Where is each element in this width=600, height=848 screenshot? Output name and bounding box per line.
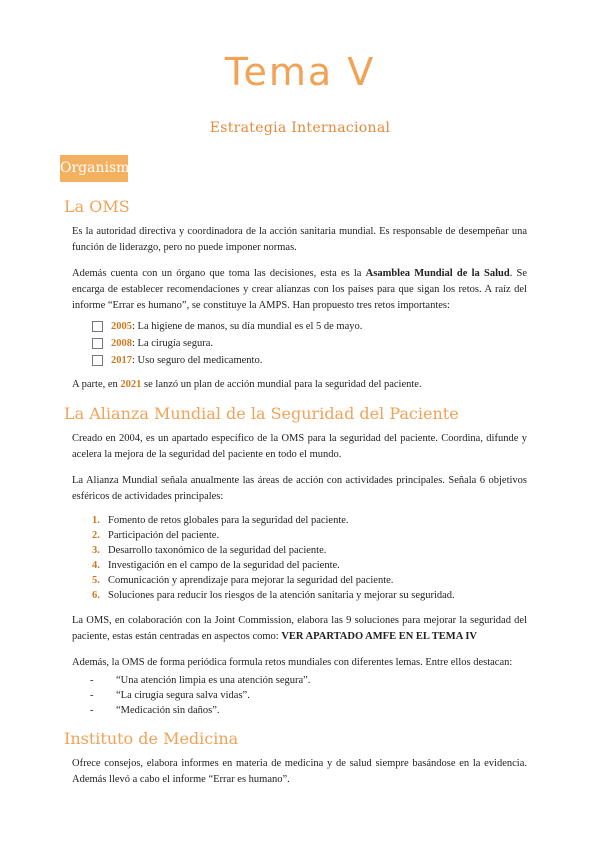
challenge-item: [92, 335, 527, 352]
instituto-paragraph-1: Ofrece consejos, elabora informes en materia de medicina y de salud siempre basándose en la evidencia. Además llevó a cabo el informe “Errar es humano”.: [72, 758, 527, 785]
objective-item: [92, 558, 527, 573]
oms-p3-text-a: A parte, en: [72, 379, 121, 390]
objective-text: Desarrollo taxonómico de la seguridad del paciente.: [108, 545, 327, 556]
heading-instituto: Instituto de Medicina: [64, 729, 239, 748]
challenge-text: : La higiene de manos, su día mundial es el 5 de mayo.: [132, 321, 363, 332]
heading-oms: La OMS: [64, 197, 130, 216]
oms-paragraph-1: Es la autoridad directiva y coordinadora de la acción sanitaria mundial. Es responsable de desempeñar una función de liderazgo, pero no puede imponer normas.: [72, 226, 527, 253]
alianza-paragraph-3: [72, 613, 527, 645]
objectives-list: [72, 513, 527, 603]
dash-bullet-icon: -: [90, 675, 94, 686]
dash-bullet-icon: -: [90, 690, 94, 701]
oms-p2-text-b: . Se encarga de establecer recomendaciones y crear alianzas con los países para que sigan los retos. A raíz del informe “Errar es humano”, se constituye la AMPS. Han propuesto tres retos importantes:: [72, 268, 528, 311]
alianza-p3-text: La OMS, en colaboración con la Joint Commission, elabora las 9 soluciones para mejorar la seguridad del paciente, estas están centradas en aspectos como:: [72, 615, 527, 642]
motto-item: [90, 673, 527, 688]
oms-p2-text-a: Además cuenta con un órgano que toma las decisiones, esta es la: [72, 268, 366, 279]
alianza-paragraph-2: La Alianza Mundial señala anualmente las áreas de acción con actividades principales. Señala 6 objetivos esféricos de actividades principales:: [72, 475, 527, 502]
challenge-item: [92, 318, 527, 335]
challenges-list: [72, 318, 527, 369]
objective-text: Participación del paciente.: [108, 530, 220, 541]
objective-number: 6.: [92, 590, 100, 601]
checkbox-icon: [92, 355, 103, 366]
challenge-year: 2005: [111, 321, 132, 332]
ver-apartado-bold: VER APARTADO AMFE EN EL TEMA IV: [281, 631, 477, 642]
challenge-year: 2017: [111, 355, 132, 366]
alianza-paragraph-4: Además, la OMS de forma periódica formula retos mundiales con diferentes lemas. Entre ellos destacan:: [72, 657, 513, 668]
plan-year: 2021: [120, 379, 142, 390]
heading-alianza: La Alianza Mundial de la Seguridad del Paciente: [64, 404, 459, 423]
challenge-text: : Uso seguro del medicamento.: [132, 355, 263, 366]
oms-paragraph-2: [72, 266, 527, 314]
objective-number: 5.: [92, 575, 100, 586]
motto-item: [90, 688, 527, 703]
checkbox-icon: [92, 321, 103, 332]
objective-text: Soluciones para reducir los riesgos de la atención sanitaria y mejorar su seguridad.: [108, 590, 455, 601]
page-subtitle: Estrategia Internacional: [209, 120, 391, 136]
challenge-year: 2008: [111, 338, 132, 349]
objective-text: Investigación en el campo de la seguridad del paciente.: [108, 560, 340, 571]
objective-item: [92, 528, 527, 543]
objective-item: [92, 543, 527, 558]
objective-number: 2.: [92, 530, 100, 541]
mottos-list: [72, 673, 527, 718]
checkbox-icon: [92, 338, 103, 349]
section-band: [60, 155, 146, 182]
alianza-paragraph-1: Creado en 2004, es un apartado específico de la OMS para la seguridad del paciente. Coordina, difunde y acelera la mejora de la seguridad del paciente en todo el mundo.: [72, 433, 527, 460]
oms-p3-text-b: se lanzó un plan de acción mundial para la seguridad del paciente.: [141, 379, 422, 390]
objective-item: [92, 573, 527, 588]
objective-number: 3.: [92, 545, 100, 556]
objective-number: 4.: [92, 560, 100, 571]
challenge-text: : La cirugía segura.: [132, 338, 214, 349]
objective-item: [92, 588, 527, 603]
objective-number: 1.: [92, 515, 100, 526]
content: [64, 196, 528, 798]
motto-text: “Una atención limpia es una atención segura”.: [116, 675, 311, 686]
objective-item: [92, 513, 527, 528]
section-title: Organismos: [60, 160, 146, 176]
page-title: Tema V: [224, 50, 376, 94]
motto-text: “Medicación sin daños”.: [116, 705, 220, 716]
motto-item: [90, 703, 527, 718]
dash-bullet-icon: -: [90, 705, 94, 716]
challenge-item: [92, 352, 527, 369]
motto-text: “La cirugía segura salva vidas”.: [116, 690, 250, 701]
objective-text: Fomento de retos globales para la seguridad del paciente.: [108, 515, 349, 526]
oms-paragraph-3: [72, 377, 527, 393]
objective-text: Comunicación y aprendizaje para mejorar la seguridad del paciente.: [108, 575, 394, 586]
asamblea-mundial-bold: Asamblea Mundial de la Salud: [365, 268, 510, 279]
